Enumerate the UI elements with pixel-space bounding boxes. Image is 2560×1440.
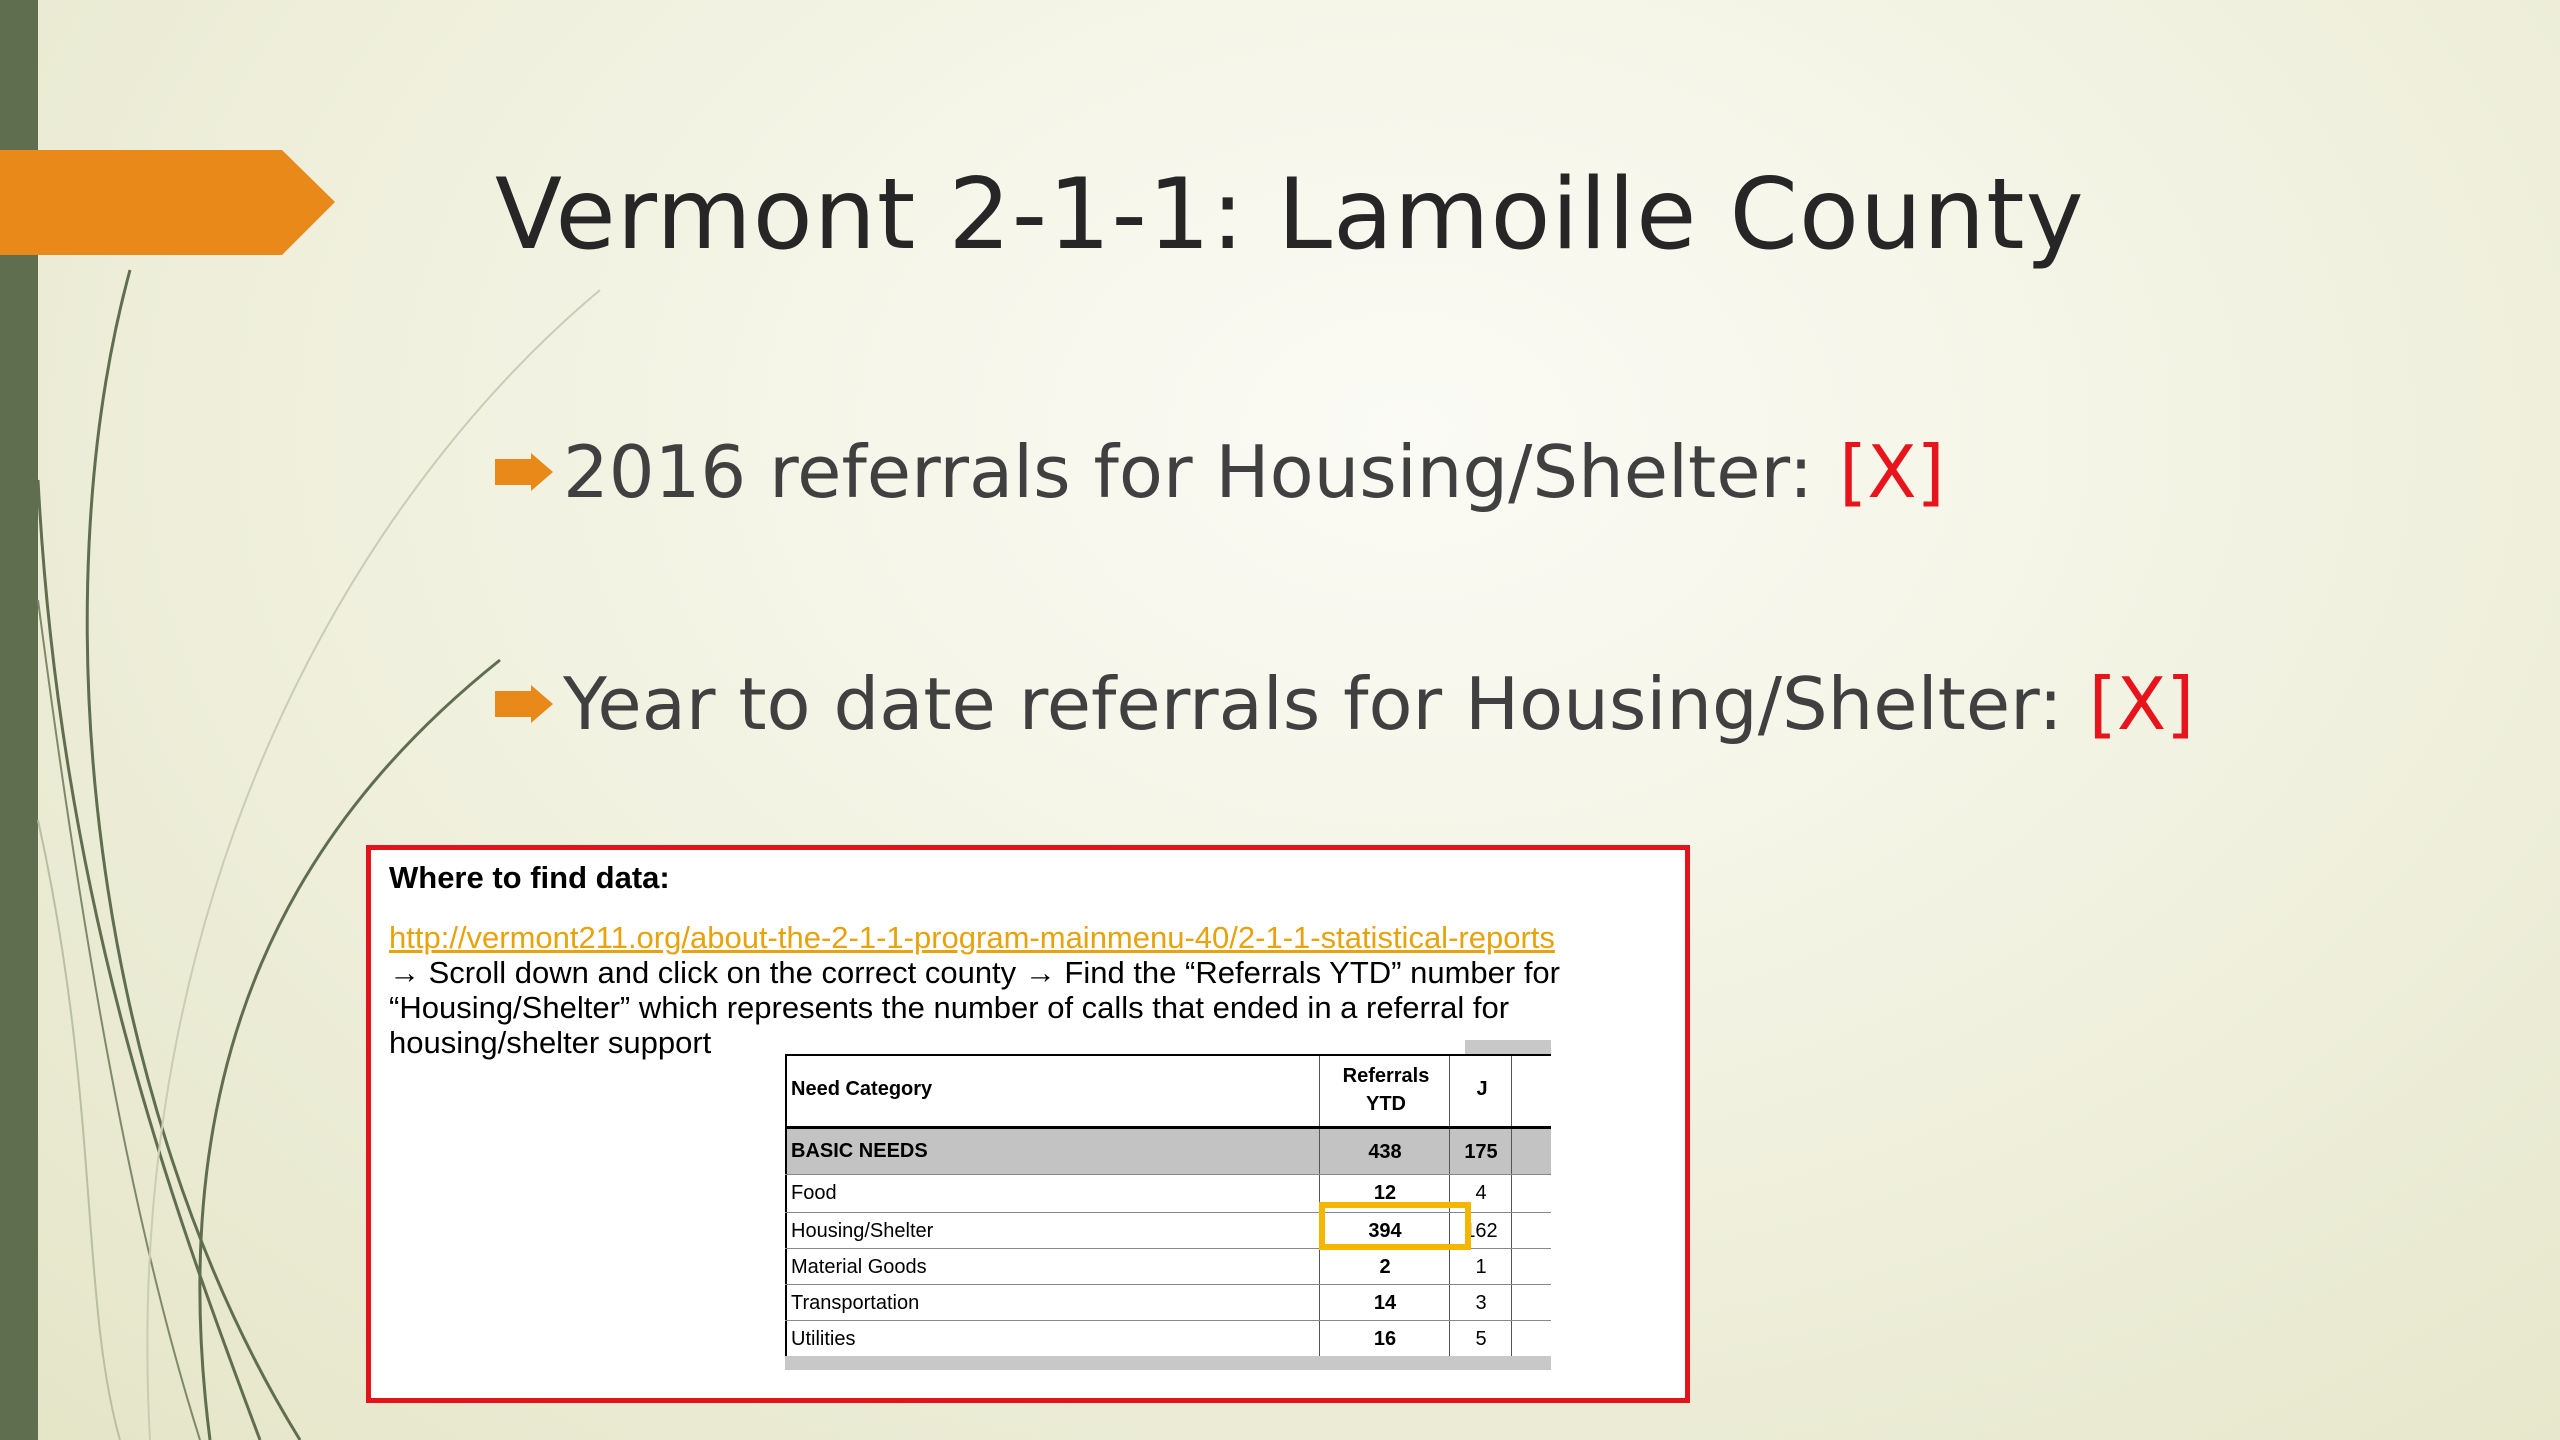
statistical-reports-link[interactable]: http://vermont211.org/about-the-2-1-1-program-mainmenu-40/2-1-1-statistical-reports	[389, 920, 1555, 955]
row-category: BASIC NEEDS	[791, 1140, 928, 1162]
slide-title: Vermont 2-1-1: Lamoille County	[495, 158, 2085, 272]
bullet-arrow-icon	[495, 453, 553, 491]
where-to-find-data-box	[366, 845, 1690, 1403]
bullet-placeholder: [X]	[1839, 430, 1945, 514]
bullet-2016-referrals	[495, 430, 1945, 514]
referrals-table-snippet	[765, 1040, 1551, 1370]
row-ytd: 438	[1368, 1141, 1402, 1163]
row-j: 1	[1475, 1256, 1487, 1278]
bullet-placeholder: [X]	[2088, 662, 2195, 746]
header-referrals-ytd: Referrals YTD	[1342, 1065, 1430, 1115]
orange-title-ribbon	[0, 150, 335, 255]
row-j: 5	[1475, 1328, 1487, 1350]
row-ytd: 14	[1373, 1292, 1397, 1314]
row-ytd: 16	[1373, 1328, 1397, 1350]
bullet-ytd-referrals	[495, 662, 2194, 746]
row-category: Transportation	[791, 1292, 920, 1314]
bullet-text: 2016 referrals for Housing/Shelter:	[563, 430, 1814, 514]
row-category: Utilities	[791, 1328, 856, 1350]
row-j: 175	[1464, 1141, 1498, 1163]
row-ytd: 12	[1373, 1182, 1397, 1204]
bullet-text: Year to date referrals for Housing/Shelter:	[563, 662, 2063, 746]
row-j: 4	[1475, 1182, 1487, 1204]
info-heading: Where to find data:	[389, 860, 670, 895]
row-ytd: 394	[1368, 1220, 1402, 1242]
housing-shelter-highlight	[1319, 1202, 1471, 1250]
row-category: Material Goods	[791, 1256, 927, 1278]
row-ytd: 2	[1379, 1256, 1391, 1278]
row-j: 3	[1475, 1292, 1487, 1314]
bullet-arrow-icon	[495, 685, 553, 723]
row-j: 162	[1464, 1220, 1498, 1242]
row-category: Housing/Shelter	[791, 1220, 934, 1242]
row-category: Food	[791, 1182, 837, 1204]
header-need-category: Need Category	[791, 1078, 933, 1100]
info-instructions	[389, 920, 1569, 1060]
header-j: J	[1476, 1078, 1488, 1100]
instructions-text: → Scroll down and click on the correct county → Find the “Referrals YTD” number for “Housing/Shelter” which represents the number of calls that ended in a referral for housing/shelter support	[389, 955, 1560, 1060]
